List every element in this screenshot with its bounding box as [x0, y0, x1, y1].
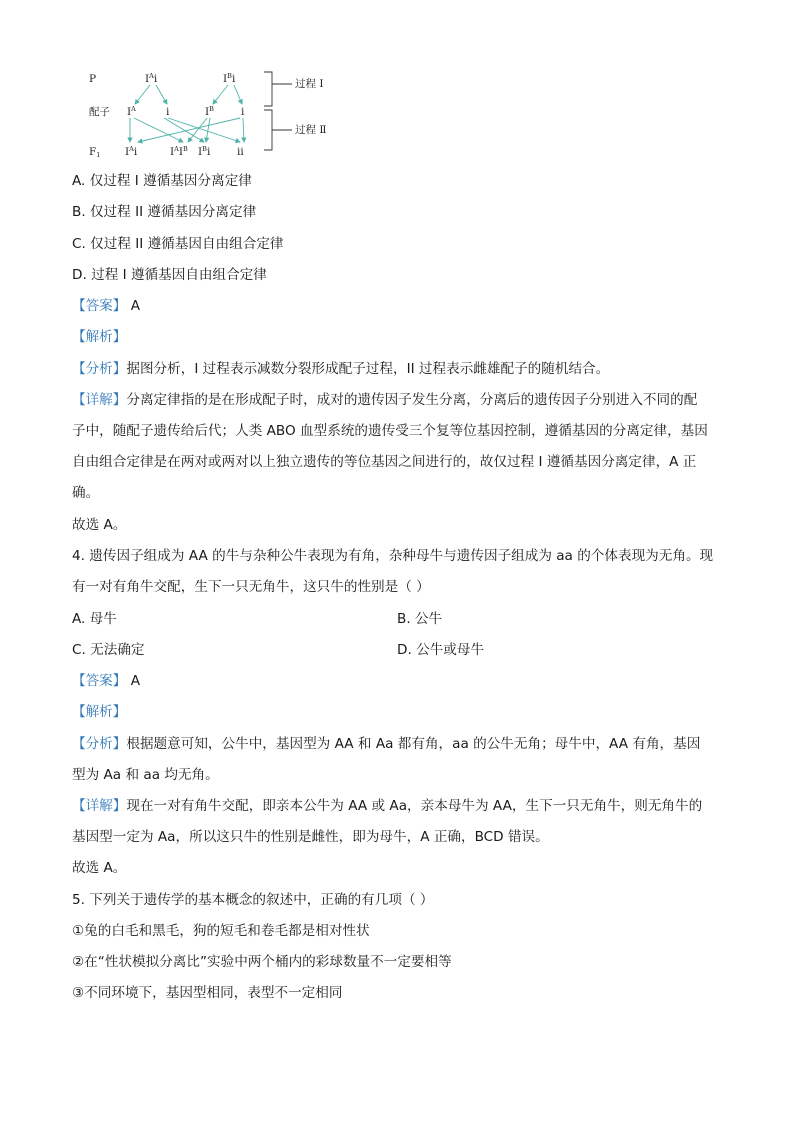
f1-genotype-2: $I^AI^B$ [170, 145, 188, 158]
gamete-3: $I^B$ [205, 105, 214, 118]
q4-option-c: C. 无法确定 [72, 642, 145, 658]
q3-option-b: B. 仅过程 II 遵循基因分离定律 [72, 204, 257, 220]
q3-option-c: C. 仅过程 II 遵循基因自由组合定律 [72, 236, 284, 252]
q3-fenxi: 【分析】据图分析，I 过程表示减数分裂形成配子过程，II 过程表示雌雄配子的随机结合。 [72, 361, 610, 377]
q3-analysis-heading: 【解析】 [72, 329, 127, 345]
q3-xiangjie-line1: 【详解】分离定律指的是在形成配子时，成对的遗传因子发生分离，分离后的遗传因子分别进入不同的配 [72, 392, 698, 408]
arrow-p2-g3 [213, 85, 228, 104]
q4-xiangjie-line1: 【详解】现在一对有角牛交配，即亲本公牛为 AA 或 Aa，亲本母牛为 AA，生下一只无角牛，则无角牛的 [72, 798, 703, 814]
f1-genotype-4: ii [237, 146, 244, 158]
q4-analysis-heading: 【解析】 [72, 704, 127, 720]
parent-left-genotype: $I^Ai$ [145, 72, 158, 85]
q5-item-1: ①兔的白毛和黑毛，狗的短毛和卷毛都是相对性状 [72, 923, 370, 939]
q5-stem: 5. 下列关于遗传学的基本概念的叙述中，正确的有几项（ ） [72, 892, 434, 908]
gamete-1: $I^A$ [127, 105, 136, 118]
bracket-process1 [264, 72, 272, 106]
q4-conclusion: 故选 A。 [72, 860, 127, 876]
arrow-g3-f3 [206, 118, 210, 142]
q3-xiangjie-line2: 子中，随配子遗传给后代；人类 ABO 血型系统的遗传受三个复等位基因控制，遵循基因的分离定律，基因 [72, 423, 708, 439]
parent-right-genotype: $I^Bi$ [223, 72, 236, 85]
q5-item-3: ③不同环境下，基因型相同，表型不一定相同 [72, 985, 343, 1001]
q4-fenxi-line2: 型为 Aa 和 aa 均无角。 [72, 767, 219, 783]
q4-option-b: B. 公牛 [397, 611, 443, 627]
gamete-4: i [241, 106, 245, 118]
q5-item-2: ②在“性状模拟分离比”实验中两个桶内的彩球数量不一定要相等 [72, 954, 452, 970]
q3-conclusion: 故选 A。 [72, 517, 127, 533]
arrow-p1-g1 [135, 85, 150, 104]
process1-label: 过程 I [295, 78, 324, 90]
row-label-p: P [89, 73, 97, 85]
row-label-gamete: 配子 [89, 106, 110, 118]
q3-option-d: D. 过程 I 遵循基因自由组合定律 [72, 267, 267, 283]
arrow-g4-f4 [243, 118, 244, 142]
q4-option-a: A. 母牛 [72, 611, 117, 627]
row-label-f1: $F_1$ [89, 146, 101, 159]
q4-answer: 【答案】 A [72, 673, 141, 689]
answer-tag: 【答案】 [72, 298, 127, 314]
q4-stem-line2: 有一对有角牛交配，生下一只无角牛，这只牛的性别是（ ） [72, 579, 430, 595]
gamete-2: i [166, 106, 170, 118]
bracket-process2 [264, 110, 272, 150]
arrow-p1-g2 [156, 85, 167, 104]
q3-option-a: A. 仅过程 I 遵循基因分离定律 [72, 173, 252, 189]
q3-answer: 【答案】 A [72, 298, 141, 314]
arrow-g4-f1 [138, 118, 240, 142]
genetics-diagram [80, 66, 350, 166]
f1-genotype-1: $I^Ai$ [125, 145, 138, 158]
arrow-p2-g4 [234, 85, 242, 104]
q4-stem-line1: 4. 遗传因子组成为 AA 的牛与杂种公牛表现为有角，杂种母牛与遗传因子组成为 aa 的个体表现为无角。现 [72, 548, 714, 564]
q4-fenxi-line1: 【分析】根据题意可知，公牛中，基因型为 AA 和 Aa 都有角，aa 的公牛无角；母牛中，AA 有角，基因 [72, 736, 701, 752]
q4-xiangjie-line2: 基因型一定为 Aa，所以这只牛的性别是雌性，即为母牛，A 正确，BCD 错误。 [72, 829, 549, 845]
q3-xiangjie-line3: 自由组合定律是在两对或两对以上独立遗传的等位基因之间进行的，故仅过程 I 遵循基因分离定律，A 正 [72, 454, 697, 470]
process2-label: 过程 Ⅱ [295, 124, 327, 136]
arrow-g1-f2 [134, 118, 183, 142]
f1-genotype-3: $I^Bi$ [198, 145, 211, 158]
q4-option-d: D. 公牛或母牛 [397, 642, 485, 658]
q3-xiangjie-line4: 确。 [72, 485, 100, 501]
